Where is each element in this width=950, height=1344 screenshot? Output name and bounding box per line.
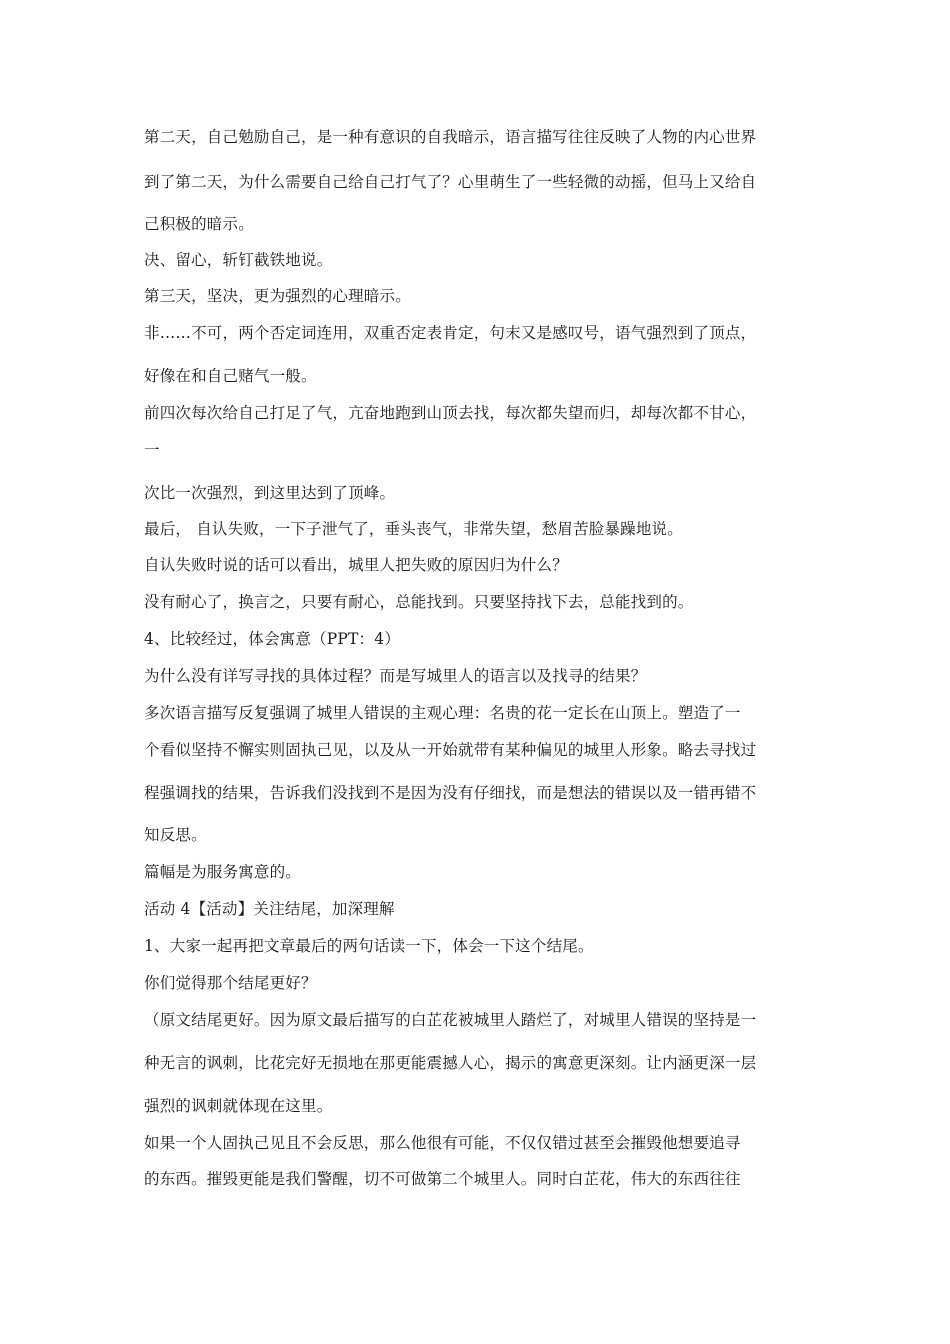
text-line: 如果一个人固执己见且不会反思，那么他很有可能，不仅仅错过甚至会摧毁他想要追寻	[144, 1134, 741, 1152]
text-line: 一	[144, 441, 160, 459]
text-line: 程强调找的结果，告诉我们没找到不是因为没有仔细找，而是想法的错误以及一错再错不	[144, 784, 757, 802]
text-line: 4、比较经过，体会寓意（PPT：4）	[144, 630, 401, 648]
text-line: 活动 4【活动】关注结尾，加深理解	[144, 900, 395, 918]
text-line: 到了第二天，为什么需要自己给自己打气了？心里萌生了一些轻微的动摇，但马上又给自	[144, 173, 757, 191]
text-line: 多次语言描写反复强调了城里人错误的主观心理：名贵的花一定长在山顶上。塑造了一	[144, 704, 741, 722]
text-line: 决、留心，斩钉截铁地说。	[144, 251, 333, 269]
text-line: 次比一次强烈，到这里达到了顶峰。	[144, 484, 396, 502]
text-line: 你们觉得那个结尾更好？	[144, 974, 317, 992]
text-line: 强烈的讽刺就体现在这里。	[144, 1097, 333, 1115]
text-line: 自认失败时说的话可以看出，城里人把失败的原因归为什么？	[144, 556, 568, 574]
text-line: 的东西。摧毁更能是我们警醒，切不可做第二个城里人。同时白芷花，伟大的东西往往	[144, 1170, 741, 1188]
text-line: 最后， 自认失败，一下子泄气了，垂头丧气，非常失望，愁眉苦脸暴躁地说。	[144, 520, 683, 538]
text-line: 第三天，坚决，更为强烈的心理暗示。	[144, 287, 411, 305]
text-line: 没有耐心了，换言之，只要有耐心，总能找到。只要坚持找下去，总能找到的。	[144, 593, 694, 611]
text-line: 非……不可，两个否定词连用，双重否定表肯定，句末又是感叹号，语气强烈到了顶点，	[144, 324, 757, 342]
text-line: 好像在和自己赌气一般。	[144, 367, 317, 385]
text-line: 为什么没有详写寻找的具体过程？而是写城里人的语言以及找寻的结果？	[144, 667, 647, 685]
text-line: 个看似坚持不懈实则固执己见，以及从一开始就带有某种偏见的城里人形象。略去寻找过	[144, 741, 757, 759]
text-line: 己积极的暗示。	[144, 215, 254, 233]
text-line: 1、大家一起再把文章最后的两句话读一下，体会一下这个结尾。	[144, 937, 594, 955]
text-line: 前四次每次给自己打足了气，亢奋地跑到山顶去找，每次都失望而归，却每次都不甘心，	[144, 404, 757, 422]
text-line: 篇幅是为服务寓意的。	[144, 863, 302, 881]
text-line: 种无言的讽刺，比花完好无损地在那更能震撼人心，揭示的寓意更深刻。让内涵更深一层	[144, 1054, 757, 1072]
text-line: 知反思。	[144, 826, 207, 844]
text-line: （原文结尾更好。因为原文最后描写的白芷花被城里人踏烂了，对城里人错误的坚持是一	[144, 1011, 757, 1029]
text-line: 第二天，自己勉励自己，是一种有意识的自我暗示，语言描写往往反映了人物的内心世界	[144, 128, 757, 146]
